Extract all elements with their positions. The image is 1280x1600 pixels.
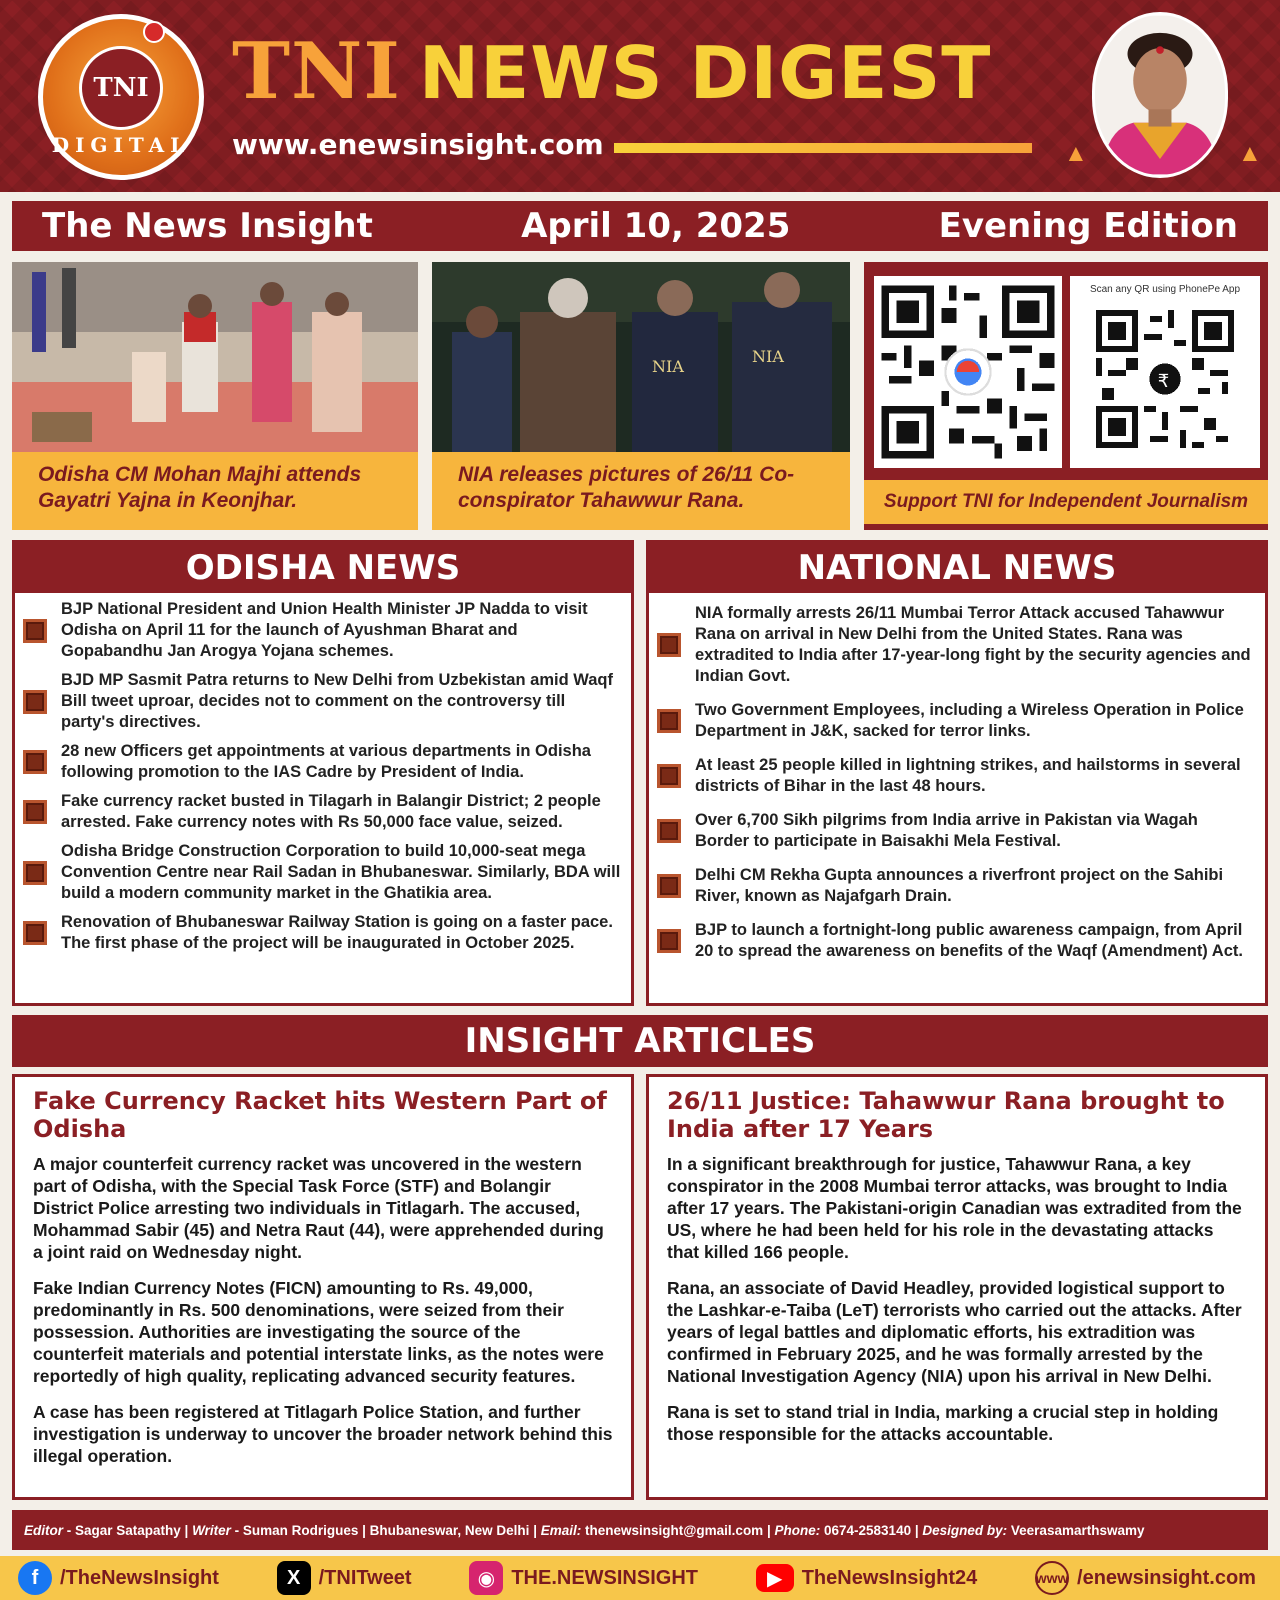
list-item[interactable]: Delhi CM Rekha Gupta announces a riverfront project on the Sahibi River, known as Najafgarh Drain. bbox=[657, 865, 1255, 907]
square-bullet-icon bbox=[657, 764, 681, 788]
edition-date: April 10, 2025 bbox=[521, 206, 791, 246]
list-item[interactable]: Fake currency racket busted in Tilagarh in Balangir District; 2 people arrested. Fake currency notes with Rs 50,000 face value, seized. bbox=[23, 791, 621, 833]
designed-by-label: Designed by: bbox=[922, 1522, 1008, 1538]
section-heading: NATIONAL NEWS bbox=[649, 543, 1265, 593]
square-bullet-icon bbox=[23, 619, 47, 643]
yajna-photo bbox=[12, 262, 418, 452]
support-qr-card bbox=[864, 262, 1268, 530]
instagram-link[interactable]: ◉ THE.NEWSINSIGHT bbox=[469, 1561, 698, 1595]
article-paragraph: A major counterfeit currency racket was uncovered in the western part of Odisha, with the Special Task Force (STF) and Bolangir District Police arresting two individuals in Titlagarh. The accused, Mohammad Sabir (45) and Netra Raut (44), were apprehended during a joint raid on Wednesday night. bbox=[33, 1154, 604, 1262]
google-pay-qr-code[interactable] bbox=[874, 276, 1062, 468]
list-item[interactable]: Over 6,700 Sikh pilgrims from India arrive in Pakistan via Wagah Border to participate in Baisakhi Mela Festival. bbox=[657, 810, 1255, 852]
photo-card-nia-rana[interactable] bbox=[432, 262, 850, 530]
email-address[interactable]: thenewsinsight@gmail.com bbox=[585, 1522, 764, 1538]
edition-name: Evening Edition bbox=[938, 206, 1238, 246]
insight-articles-heading: INSIGHT ARTICLES bbox=[12, 1015, 1268, 1067]
list-item[interactable]: BJP to launch a fortnight-long public awareness campaign, from April 20 to spread the awareness on benefits of the Waqf (Amendment) Act. bbox=[657, 920, 1255, 962]
list-item[interactable]: NIA formally arrests 26/11 Mumbai Terror Attack accused Tahawwur Rana on arrival in New Delhi from the United States. Rana was extradited to India after 17-year-long fight by the security agencies and Indian Govt. bbox=[657, 603, 1255, 687]
list-item[interactable]: BJD MP Sasmit Patra returns to New Delhi from Uzbekistan amid Waqf Bill tweet uproar, decides not to comment on the controversy till party's directives. bbox=[23, 670, 621, 733]
list-item[interactable]: At least 25 people killed in lightning strikes, and hailstorms in several districts of Bihar in the last 48 hours. bbox=[657, 755, 1255, 797]
youtube-icon: ▶ bbox=[756, 1564, 794, 1592]
x-icon: X bbox=[277, 1561, 311, 1595]
article-title[interactable]: 26/11 Justice: Tahawwur Rana brought to India after 17 Years bbox=[667, 1087, 1225, 1143]
svg-text:NIA: NIA bbox=[652, 357, 684, 376]
national-news-section bbox=[646, 540, 1268, 1006]
pin-icon bbox=[143, 21, 165, 43]
qr-scan-note: Scan any QR using PhonePe App bbox=[1089, 284, 1241, 295]
facebook-link[interactable]: f /TheNewsInsight bbox=[18, 1561, 219, 1595]
article-paragraph: Fake Indian Currency Notes (FICN) amounting to Rs. 49,000, predominantly in Rs. 500 denominations, were seized from their possession. Authorities are investigating the source of the counterfeit materials and potential interstate links, as the notes were reportedly of high quality, replicating advanced security features. bbox=[33, 1278, 604, 1386]
svg-text:NIA: NIA bbox=[752, 347, 784, 366]
article-paragraph: A case has been registered at Titlagarh Police Station, and further investigation is underway to uncover the broader network behind this illegal operation. bbox=[33, 1402, 613, 1466]
phone-number[interactable]: 0674-2583140 bbox=[824, 1522, 912, 1538]
logo-badge: TNI bbox=[79, 46, 163, 130]
article-paragraph: In a significant breakthrough for justice, Tahawwur Rana, a key conspirator in the 2008 Mumbai terror attacks, was brought to India after 17 years. The Pakistani-origin Canadian was extradited from the US, where he had been held for his role in the devastating attacks that killed 166 people. bbox=[667, 1154, 1242, 1262]
article-fake-currency bbox=[12, 1074, 634, 1500]
editor-label: Editor bbox=[24, 1522, 63, 1538]
instagram-icon: ◉ bbox=[469, 1561, 503, 1595]
facebook-icon: f bbox=[18, 1561, 52, 1595]
article-title[interactable]: Fake Currency Racket hits Western Part of Odisha bbox=[33, 1087, 607, 1143]
square-bullet-icon bbox=[657, 929, 681, 953]
diya-lamp-icon: ▲ bbox=[1238, 140, 1262, 167]
location: Bhubaneswar, New Delhi bbox=[369, 1522, 530, 1538]
svg-text:₹: ₹ bbox=[1157, 370, 1170, 392]
phone-label: Phone: bbox=[774, 1522, 821, 1538]
article-paragraph: Rana is set to stand trial in India, marking a crucial step in holding those responsible for the attacks accountable. bbox=[667, 1402, 1219, 1444]
diya-lamp-icon: ▲ bbox=[1064, 140, 1088, 167]
photo-caption: Odisha CM Mohan Majhi attends Gayatri Yajna in Keonjhar. bbox=[38, 463, 362, 512]
title-rest: NEWS DIGEST bbox=[418, 31, 992, 115]
nia-photo bbox=[432, 262, 850, 452]
publication-name: The News Insight bbox=[42, 206, 373, 246]
digest-title bbox=[232, 26, 991, 126]
email-label: Email: bbox=[540, 1522, 582, 1538]
list-item[interactable]: Odisha Bridge Construction Corporation to build 10,000-seat mega Convention Centre near Rail Sadan in Bhubaneswar. Similarly, BDA will build a modern community market in the Ghatikia area. bbox=[23, 841, 621, 904]
photo-caption: NIA releases pictures of 26/11 Co-conspirator Tahawwur Rana. bbox=[458, 463, 795, 512]
x-twitter-link[interactable]: X /TNITweet bbox=[277, 1561, 412, 1595]
odisha-news-section bbox=[12, 540, 634, 1006]
writer-name: Suman Rodrigues bbox=[242, 1522, 359, 1538]
article-paragraph: Rana, an associate of David Headley, provided logistical support to the Lashkar-e-Taiba (LeT) terrorists who carried out the attacks. After years of legal battles and diplomatic efforts, his extradition was confirmed in February 2025, and he was formally arrested by the National Investigation Agency (NIA) upon his arrival in New Delhi. bbox=[667, 1278, 1242, 1386]
credits-bar: Editor - Sagar Satapathy | Writer - Suman Rodrigues | Bhubaneswar, New Delhi | Email: thenewsinsight@gmail.com | Phone: 0674-2583140 | Designed by: Veerasamarthswamy bbox=[12, 1510, 1268, 1550]
edition-bar bbox=[12, 201, 1268, 251]
square-bullet-icon bbox=[23, 921, 47, 945]
social-links-bar bbox=[0, 1556, 1280, 1600]
square-bullet-icon bbox=[23, 750, 47, 774]
square-bullet-icon bbox=[23, 800, 47, 824]
title-brand: TNI bbox=[232, 26, 401, 117]
square-bullet-icon bbox=[657, 819, 681, 843]
logo-ring-text: DIGITAL bbox=[51, 133, 191, 157]
editor-name: Sagar Satapathy bbox=[75, 1522, 181, 1538]
list-item[interactable]: 28 new Officers get appointments at various departments in Odisha following promotion to the IAS Cadre by President of India. bbox=[23, 741, 621, 783]
square-bullet-icon bbox=[657, 874, 681, 898]
square-bullet-icon bbox=[23, 690, 47, 714]
news-list bbox=[15, 593, 631, 954]
portrait-photo bbox=[1092, 12, 1228, 178]
title-underline bbox=[614, 143, 1032, 153]
designer-name: Veerasamarthswamy bbox=[1010, 1522, 1145, 1538]
tni-digital-logo bbox=[38, 14, 204, 180]
square-bullet-icon bbox=[657, 633, 681, 657]
list-item[interactable]: BJP National President and Union Health Minister JP Nadda to visit Odisha on April 11 for the launch of Ayushman Bharat and Gopabandhu Jan Arogya Yojana schemes. bbox=[23, 599, 621, 662]
masthead bbox=[0, 0, 1280, 192]
section-heading: ODISHA NEWS bbox=[15, 543, 631, 593]
support-label: Support TNI for Independent Journalism bbox=[864, 480, 1268, 524]
website-link[interactable]: www /enewsinsight.com bbox=[1035, 1561, 1256, 1595]
list-item[interactable]: Two Government Employees, including a Wireless Operation in Police Department in J&K, sacked for terror links. bbox=[657, 700, 1255, 742]
news-list bbox=[649, 593, 1265, 962]
square-bullet-icon bbox=[23, 861, 47, 885]
youtube-link[interactable]: ▶ TheNewsInsight24 bbox=[756, 1564, 978, 1592]
list-item[interactable]: Renovation of Bhubaneswar Railway Station is going on a faster pace. The first phase of the project will be inaugurated in October 2025. bbox=[23, 912, 621, 954]
article-rana-justice bbox=[646, 1074, 1268, 1500]
writer-label: Writer bbox=[192, 1522, 231, 1538]
phonepe-qr-code[interactable] bbox=[1070, 276, 1260, 468]
square-bullet-icon bbox=[657, 709, 681, 733]
globe-icon: www bbox=[1035, 1561, 1069, 1595]
photo-card-cm-yajna[interactable] bbox=[12, 262, 418, 530]
site-url[interactable]: www.enewsinsight.com bbox=[232, 128, 604, 161]
